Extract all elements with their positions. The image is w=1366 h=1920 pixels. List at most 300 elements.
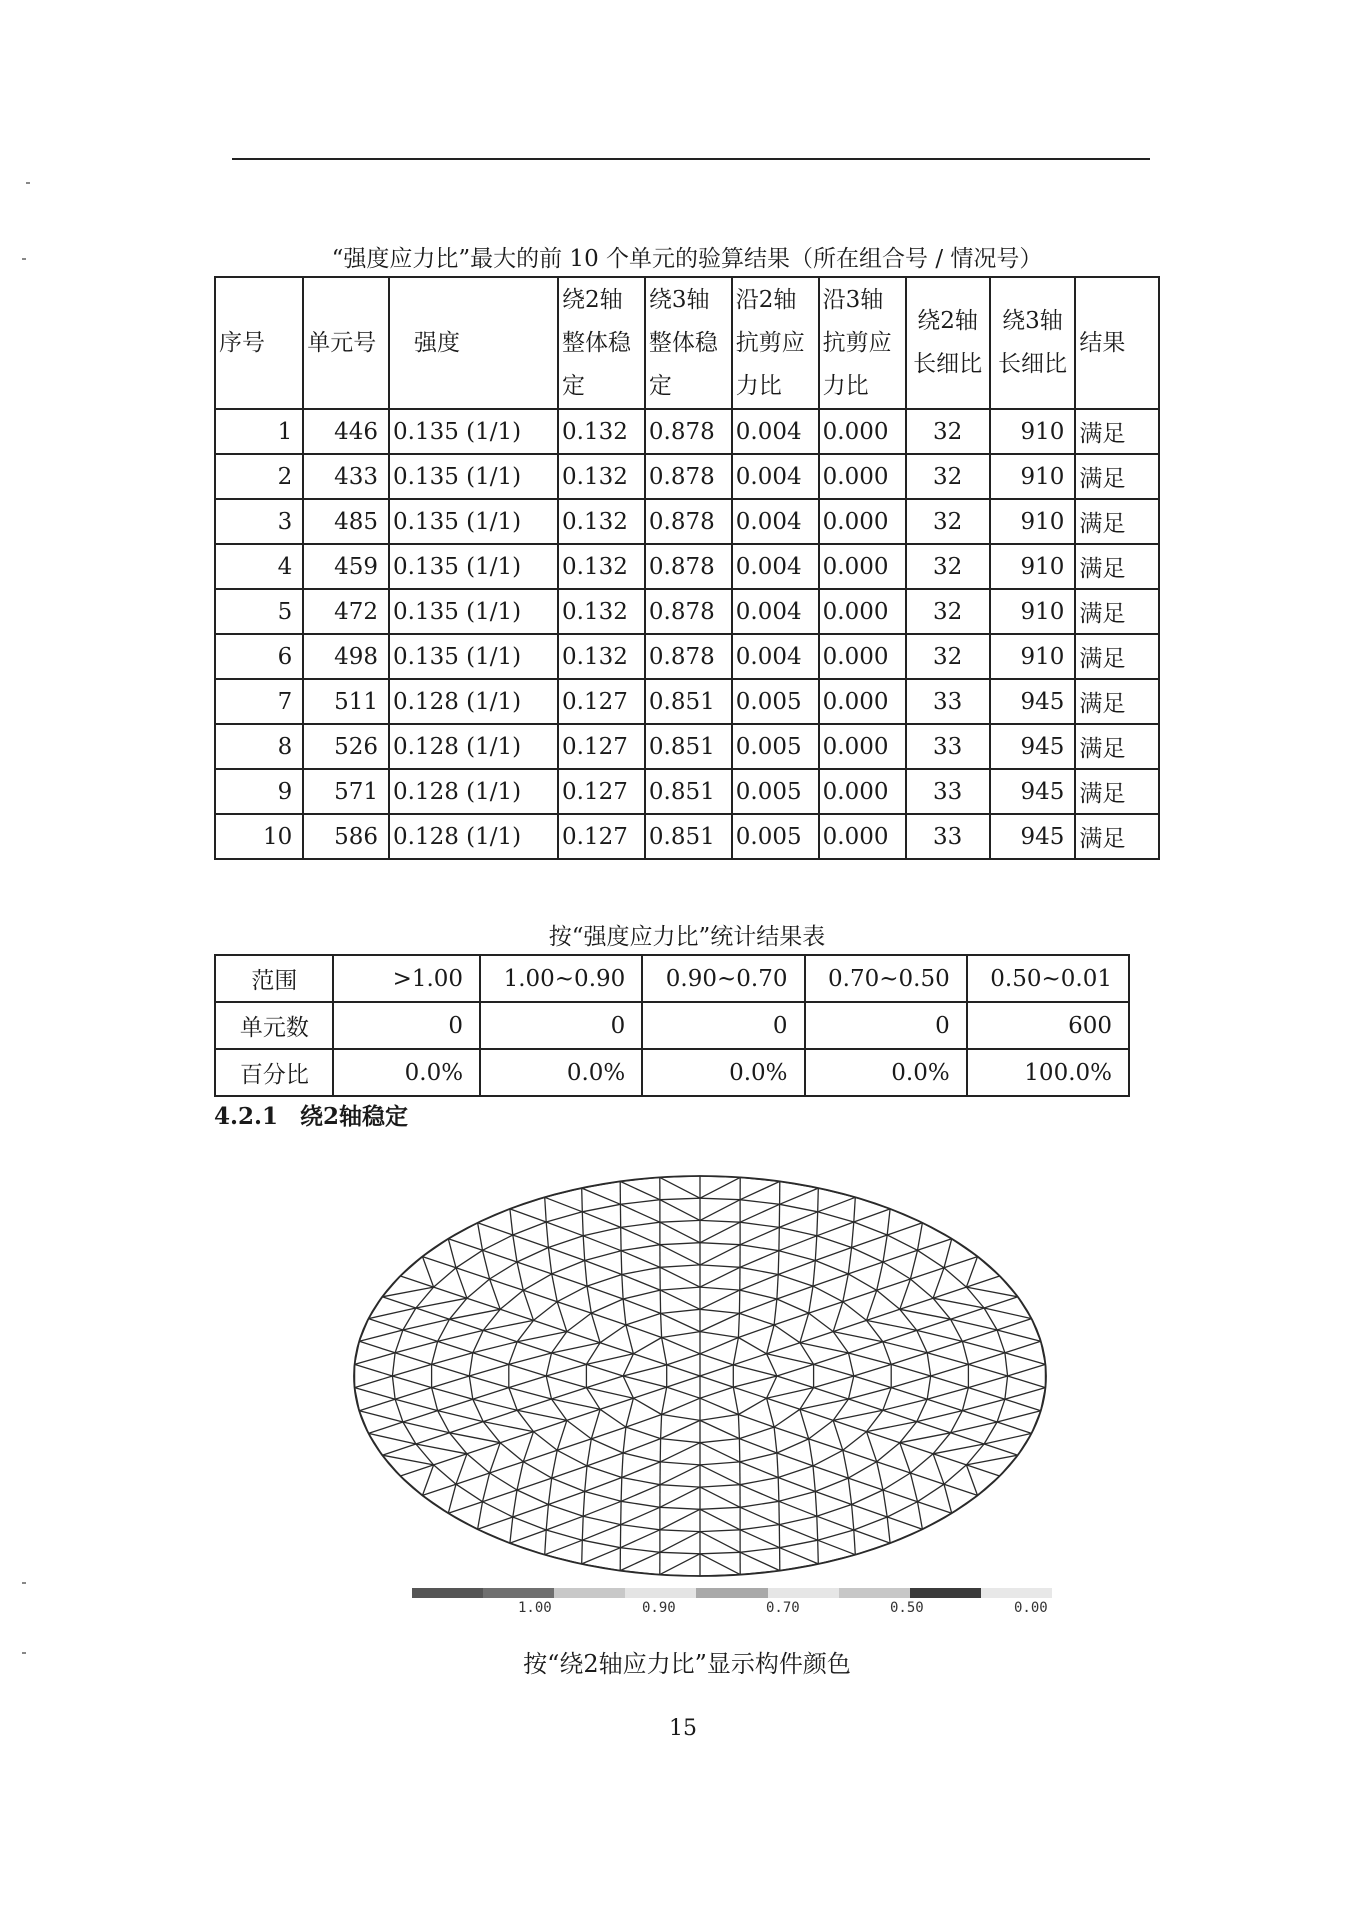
mesh-member [900, 1443, 933, 1454]
mesh-member [774, 1313, 809, 1325]
mesh-member [660, 1443, 700, 1462]
mesh-member [931, 1364, 969, 1376]
mesh-member [395, 1388, 432, 1400]
mesh-member [582, 1188, 621, 1204]
mesh-member [660, 1267, 700, 1287]
mesh-member [661, 1420, 700, 1438]
mesh-member [660, 1462, 700, 1465]
table-cell: 满足 [1075, 724, 1159, 769]
table-cell: 0.0% [333, 1049, 480, 1096]
mesh-member [848, 1478, 883, 1490]
mesh-member [1005, 1399, 1041, 1411]
mesh-member [777, 1453, 813, 1466]
mesh-member [620, 1181, 660, 1199]
mesh-member [833, 1420, 866, 1431]
mesh-member [620, 1200, 660, 1205]
table-cell: 1 [215, 409, 303, 454]
mesh-member [432, 1388, 438, 1411]
mesh-member [966, 1257, 977, 1288]
mesh-member [473, 1388, 509, 1400]
legend-segment [625, 1588, 696, 1598]
mesh-member [583, 1516, 621, 1524]
table-cell: 1.00~0.90 [480, 955, 642, 1002]
table-cell: 32 [906, 544, 990, 589]
mesh-member [623, 1376, 633, 1398]
mesh-member [513, 1235, 517, 1262]
table-cell: 0.005 [732, 769, 819, 814]
mesh-member [552, 1274, 587, 1286]
mesh-member [369, 1308, 416, 1319]
table-cell: 945 [990, 814, 1076, 859]
table-cell: 433 [303, 454, 389, 499]
mesh-member [843, 1432, 867, 1451]
table-cell: 945 [990, 679, 1076, 724]
mesh-member [587, 1439, 591, 1466]
mesh-member [432, 1341, 438, 1364]
mesh-member [400, 1465, 433, 1476]
mesh-member [740, 1290, 777, 1299]
table-cell: 满足 [1075, 409, 1159, 454]
table-cell: 满足 [1075, 769, 1159, 814]
mesh-member [1008, 1376, 1046, 1388]
mesh-member [849, 1376, 854, 1399]
mesh-member [738, 1313, 739, 1337]
mesh-member [767, 1376, 777, 1398]
col-header: 绕3轴整体稳定 [645, 277, 732, 409]
mesh-member [833, 1420, 843, 1450]
table-cell: 6 [215, 634, 303, 679]
mesh-member [355, 1364, 393, 1376]
mesh-member [660, 1198, 700, 1200]
mesh-member [509, 1388, 552, 1399]
mesh-member [900, 1279, 911, 1309]
mesh-member [623, 1376, 667, 1387]
mesh-member [854, 1197, 856, 1222]
mesh-member [621, 1251, 660, 1268]
mesh-member [500, 1432, 533, 1443]
table-cell: 0.0% [642, 1049, 804, 1096]
mesh-member [403, 1308, 416, 1330]
mesh-member [500, 1443, 523, 1462]
mesh-member [483, 1250, 518, 1262]
mesh-member [891, 1376, 931, 1388]
mesh-member [740, 1530, 780, 1548]
mesh-member [774, 1427, 777, 1453]
section-heading [214, 1098, 430, 1131]
table-cell: 0.851 [645, 814, 732, 859]
mesh-member [852, 1248, 883, 1263]
mesh-member [660, 1509, 700, 1530]
table-row [215, 1049, 1129, 1096]
mesh-member [818, 1197, 856, 1212]
mesh-member [621, 1227, 660, 1244]
mesh-member [403, 1319, 450, 1330]
mesh-member [813, 1274, 848, 1286]
mesh-member [779, 1501, 817, 1516]
mesh-member [438, 1319, 450, 1341]
mesh-member [583, 1501, 621, 1516]
mesh-member [968, 1388, 1005, 1400]
mesh-member [910, 1454, 933, 1473]
table-cell: 满足 [1075, 499, 1159, 544]
mesh-member [513, 1235, 549, 1248]
mesh-member [473, 1342, 517, 1353]
mesh-member [660, 1245, 700, 1265]
table-row [215, 634, 1159, 679]
mesh-member [523, 1290, 557, 1301]
mesh-member [814, 1388, 849, 1399]
mesh-member [517, 1490, 548, 1505]
mesh-member [403, 1330, 438, 1341]
stats-table [214, 954, 1130, 1097]
mesh-member [587, 1275, 622, 1287]
mesh-member [984, 1308, 1031, 1319]
mesh-member [483, 1502, 513, 1517]
mesh-member [867, 1309, 900, 1320]
table-cell: 单元数 [215, 1002, 333, 1049]
mesh-member [738, 1415, 739, 1439]
mesh-member [548, 1236, 583, 1248]
mesh-member [586, 1376, 623, 1388]
mesh-member [767, 1325, 775, 1354]
mesh-member [483, 1490, 518, 1502]
mesh-member [738, 1415, 774, 1428]
col-header: 沿3轴抗剪应力比 [819, 277, 906, 409]
mesh-member [546, 1212, 582, 1222]
mesh-member [813, 1450, 843, 1466]
table-cell: 0.851 [645, 679, 732, 724]
mesh-member [815, 1492, 817, 1517]
table-cell: 446 [303, 409, 389, 454]
mesh-member [623, 1365, 667, 1376]
mesh-member [548, 1248, 551, 1274]
mesh-member [517, 1478, 552, 1490]
mesh-member [509, 1353, 552, 1364]
mesh-member [513, 1517, 546, 1530]
mesh-member [809, 1420, 834, 1439]
mesh-member [843, 1450, 877, 1461]
mesh-member [740, 1507, 779, 1524]
mesh-member [546, 1376, 586, 1388]
mesh-member [887, 1502, 917, 1517]
table-cell: 910 [990, 454, 1076, 499]
table-cell: 0.132 [558, 409, 645, 454]
mesh-member [1005, 1353, 1008, 1376]
mesh-member [545, 1197, 583, 1212]
mesh-member [623, 1299, 626, 1325]
col-header: 绕3轴长细比 [990, 277, 1076, 409]
table1-caption: “强度应力比”最大的前 10 个单元的验算结果（所在组合号 / 情况号） [331, 246, 1043, 272]
mesh-member [434, 1287, 467, 1298]
table-cell: 满足 [1075, 814, 1159, 859]
mesh-member [567, 1332, 600, 1343]
mesh-member [450, 1422, 484, 1433]
mesh-member [582, 1540, 583, 1564]
mesh-member [813, 1466, 848, 1478]
mesh-member [900, 1298, 933, 1309]
table-header-row [215, 277, 1159, 409]
mesh-member [552, 1388, 587, 1399]
mesh-member [700, 1485, 740, 1487]
table-row [215, 724, 1159, 769]
mesh-member [582, 1204, 620, 1212]
scan-mark [22, 1652, 26, 1654]
table-cell: 945 [990, 769, 1076, 814]
mesh-member [966, 1465, 977, 1496]
table-cell: 满足 [1075, 634, 1159, 679]
mesh-member [667, 1354, 700, 1365]
mesh-member [777, 1275, 778, 1300]
mesh-member [660, 1465, 700, 1485]
mesh-member [517, 1462, 523, 1490]
table-cell: 0.000 [819, 589, 906, 634]
mesh-member [867, 1290, 877, 1320]
mesh-member [557, 1420, 567, 1450]
mesh-member [738, 1398, 766, 1414]
mesh-member [552, 1353, 587, 1364]
table-cell: 0.000 [819, 544, 906, 589]
mesh-member [621, 1478, 622, 1502]
mesh-member [395, 1341, 438, 1352]
mesh-member [779, 1525, 817, 1541]
top10-results-table [214, 276, 1160, 860]
mesh-member [662, 1398, 700, 1414]
table-cell: 33 [906, 769, 990, 814]
mesh-member [585, 1251, 621, 1261]
table-cell: 0.004 [732, 544, 819, 589]
mesh-member [779, 1227, 817, 1235]
col-header: 强度 [389, 277, 558, 409]
mesh-member [779, 1236, 817, 1251]
mesh-member [962, 1330, 997, 1341]
table-cell: 满足 [1075, 589, 1159, 634]
mesh-member [545, 1197, 547, 1222]
mesh-member [740, 1552, 780, 1570]
mesh-member [467, 1298, 500, 1309]
legend-tick: 0.50 [890, 1600, 924, 1616]
mesh-member [591, 1299, 623, 1313]
table-cell: 0.70~0.50 [805, 955, 967, 1002]
mesh-member [927, 1399, 962, 1410]
mesh-member [733, 1365, 777, 1376]
table-cell: 0.0% [805, 1049, 967, 1096]
mesh-member [809, 1439, 843, 1450]
legend-segment [910, 1588, 981, 1598]
table-cell: 百分比 [215, 1049, 333, 1096]
mesh-member [814, 1364, 854, 1376]
mesh-member [852, 1235, 888, 1248]
col-header: 序号 [215, 277, 303, 409]
mesh-member [483, 1330, 517, 1341]
table-row [215, 409, 1159, 454]
mesh-member [552, 1261, 585, 1274]
mesh-member [944, 1257, 978, 1268]
mesh-member [733, 1338, 738, 1365]
mesh-member [621, 1245, 660, 1251]
mesh-member [1005, 1376, 1008, 1399]
legend-tick: 0.00 [1014, 1600, 1048, 1616]
mesh-member [700, 1354, 733, 1365]
mesh-member [779, 1212, 817, 1228]
table-row [215, 679, 1159, 724]
mesh-member [767, 1398, 775, 1427]
table-cell: 910 [990, 499, 1076, 544]
mesh-member [867, 1432, 877, 1462]
mesh-member [700, 1338, 738, 1354]
mesh-member [800, 1409, 833, 1420]
mesh-member [517, 1399, 551, 1410]
mesh-member [633, 1354, 666, 1365]
mesh-member [621, 1507, 660, 1524]
mesh-member [552, 1478, 585, 1491]
mesh-member [700, 1462, 740, 1465]
mesh-member [968, 1376, 1007, 1388]
mesh-member [395, 1353, 432, 1365]
mesh-member [586, 1364, 623, 1376]
mesh-member [780, 1204, 818, 1212]
mesh-member [660, 1532, 700, 1553]
mesh-member [473, 1353, 509, 1365]
mesh-member [997, 1399, 1005, 1422]
mesh-member [780, 1548, 819, 1564]
mesh-member [700, 1290, 740, 1309]
mesh-member [423, 1257, 457, 1268]
mesh-member [700, 1530, 740, 1532]
mesh-member [815, 1261, 848, 1274]
table-cell: 9 [215, 769, 303, 814]
table-cell: 0.004 [732, 409, 819, 454]
table-cell: 32 [906, 454, 990, 499]
mesh-member [968, 1353, 1005, 1365]
mesh-member [962, 1399, 1005, 1410]
mesh-member [740, 1204, 780, 1222]
table-cell: 0.135 (1/1) [389, 589, 558, 634]
mesh-member [777, 1364, 814, 1376]
mesh-member [700, 1552, 740, 1554]
mesh-member [500, 1309, 533, 1320]
table-cell: 0.878 [645, 544, 732, 589]
mesh-member [774, 1325, 800, 1343]
mesh-member [416, 1308, 450, 1319]
table-cell: 0.000 [819, 409, 906, 454]
mesh-member [818, 1188, 819, 1212]
mesh-member [490, 1279, 501, 1309]
mesh-member [548, 1248, 584, 1261]
section-title: 绕2轴稳定 [300, 1103, 409, 1130]
mesh-member [780, 1540, 818, 1548]
mesh-member [423, 1257, 434, 1288]
mesh-member [917, 1319, 951, 1330]
mesh-member [587, 1453, 623, 1466]
mesh-member [448, 1239, 456, 1268]
table-row [215, 454, 1159, 499]
mesh-member [917, 1330, 963, 1341]
mesh-member [509, 1364, 546, 1376]
table-cell: 33 [906, 679, 990, 724]
table-cell: 586 [303, 814, 389, 859]
table-cell: 910 [990, 589, 1076, 634]
mesh-member [918, 1484, 945, 1502]
mesh-member [403, 1422, 450, 1433]
mesh-member [660, 1530, 700, 1532]
mesh-member [392, 1353, 395, 1376]
table-cell: 0.004 [732, 589, 819, 634]
table-cell: 0.000 [819, 769, 906, 814]
mesh-member [854, 1530, 856, 1555]
mesh-member [552, 1450, 558, 1478]
table-cell: 0.005 [732, 724, 819, 769]
mesh-member [582, 1540, 620, 1548]
mesh-member [848, 1478, 851, 1504]
mesh-member [700, 1443, 740, 1462]
mesh-member [660, 1222, 700, 1243]
mesh-member [509, 1342, 517, 1365]
mesh-member [557, 1302, 591, 1313]
mesh-member [740, 1478, 778, 1485]
mesh-member [434, 1465, 456, 1484]
mesh-member [517, 1248, 548, 1263]
mesh-member [623, 1290, 660, 1299]
mesh-member [438, 1341, 473, 1352]
col-header: 单元号 [303, 277, 389, 409]
mesh-member [517, 1332, 567, 1342]
mesh-member [883, 1342, 927, 1353]
mesh-member [818, 1212, 854, 1222]
mesh-member [586, 1388, 633, 1399]
mesh-member [483, 1235, 513, 1250]
mesh-member [815, 1248, 851, 1261]
mesh-member [448, 1502, 482, 1514]
mesh-member [849, 1353, 854, 1376]
section-number: 4.2.1 [214, 1103, 279, 1130]
mesh-member [891, 1388, 927, 1400]
mesh-member [848, 1274, 876, 1290]
col-header: 绕2轴整体稳定 [558, 277, 645, 409]
mesh-member [662, 1338, 700, 1354]
mesh-member [552, 1399, 601, 1409]
mesh-member [660, 1554, 700, 1575]
mesh-member [813, 1466, 815, 1492]
mesh-member [448, 1484, 456, 1513]
mesh-member [587, 1286, 591, 1313]
mesh-member [951, 1308, 985, 1319]
table-cell: 0.000 [819, 724, 906, 769]
mesh-member [740, 1485, 779, 1502]
mesh-member [622, 1478, 660, 1485]
mesh-member [852, 1505, 888, 1518]
mesh-member [962, 1388, 968, 1411]
mesh-member [456, 1484, 483, 1502]
table-cell: 7 [215, 679, 303, 724]
mesh-member [778, 1261, 815, 1275]
mesh-member [473, 1330, 483, 1352]
mesh-member [951, 1422, 998, 1433]
mesh-member [633, 1398, 661, 1414]
mesh-member [509, 1388, 517, 1411]
table-cell: 0.000 [819, 499, 906, 544]
mesh-member [1005, 1388, 1046, 1400]
mesh-member [534, 1302, 558, 1321]
table-cell: 0.000 [819, 814, 906, 859]
mesh-member [740, 1227, 779, 1244]
mesh-member [700, 1332, 738, 1338]
mesh-member [622, 1275, 660, 1291]
mesh-member [600, 1398, 633, 1409]
mesh-member [546, 1222, 548, 1248]
table-cell: 3 [215, 499, 303, 544]
mesh-member [700, 1177, 740, 1198]
mesh-member [883, 1342, 891, 1365]
